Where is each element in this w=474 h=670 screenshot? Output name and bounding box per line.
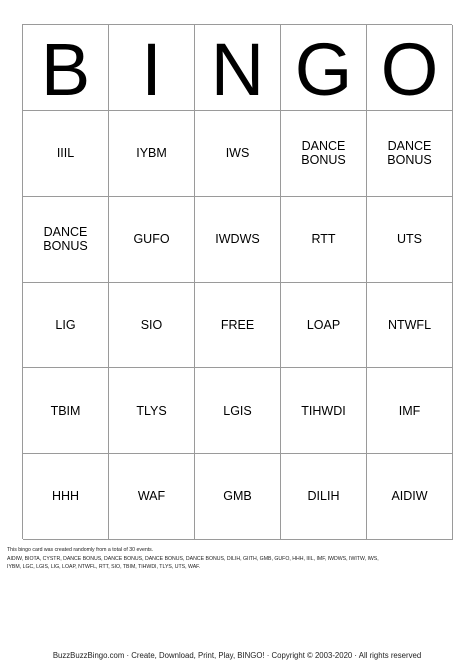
- bingo-cell: IWS: [195, 111, 281, 197]
- bingo-cell: HHH: [23, 454, 109, 540]
- bingo-cell: IWDWS: [195, 197, 281, 283]
- bingo-cell: DANCE BONUS: [23, 197, 109, 283]
- bingo-cell: IYBM: [109, 111, 195, 197]
- bingo-cell: DILIH: [281, 454, 367, 540]
- bingo-cell: GUFO: [109, 197, 195, 283]
- bingo-cell: TBIM: [23, 368, 109, 454]
- header-letter-g: G: [281, 25, 367, 111]
- card-info: [7, 546, 467, 572]
- bingo-cell: NTWFL: [367, 283, 453, 369]
- bingo-cell: IMF: [367, 368, 453, 454]
- bingo-cell: TLYS: [109, 368, 195, 454]
- bingo-cell: AIDIW: [367, 454, 453, 540]
- free-space-cell: FREE: [195, 283, 281, 369]
- info-event-list-continued: IYBM, LGC, LGIS, LIG, LOAP, NTWFL, RTT, SIO, TBIM, TIHWDI, TLYS, UTS, WAF.: [7, 564, 201, 571]
- bingo-cell: LGIS: [195, 368, 281, 454]
- bingo-cell: LIG: [23, 283, 109, 369]
- bingo-cell: UTS: [367, 197, 453, 283]
- header-letter-o: O: [367, 25, 453, 111]
- info-summary: This bingo card was created randomly from a total of 30 events.: [7, 547, 154, 553]
- bingo-cell: TIHWDI: [281, 368, 367, 454]
- bingo-cell: DANCE BONUS: [281, 111, 367, 197]
- header-letter-b: B: [23, 25, 109, 111]
- footer-credit: BuzzBuzzBingo.com · Create, Download, Print, Play, BINGO! · Copyright © 2003-2020 · All rights reserved: [52, 651, 422, 660]
- bingo-cell: DANCE BONUS: [367, 111, 453, 197]
- header-letter-i: I: [109, 25, 195, 111]
- bingo-card: [22, 24, 452, 539]
- bingo-cell: IIIL: [23, 111, 109, 197]
- header-letter-n: N: [195, 25, 281, 111]
- bingo-cell: LOAP: [281, 283, 367, 369]
- bingo-cell: WAF: [109, 454, 195, 540]
- bingo-cell: GMB: [195, 454, 281, 540]
- bingo-cell: RTT: [281, 197, 367, 283]
- bingo-cell: SIO: [109, 283, 195, 369]
- info-event-list: AIDIW, BIOTA, CYSTR, DANCE BONUS, DANCE BONUS, DANCE BONUS, DANCE BONUS, DILIH, GIITH, GMB, GUFO, HHH, IIIL, IMF, IWDWS, IWITW, IWS,: [7, 555, 379, 562]
